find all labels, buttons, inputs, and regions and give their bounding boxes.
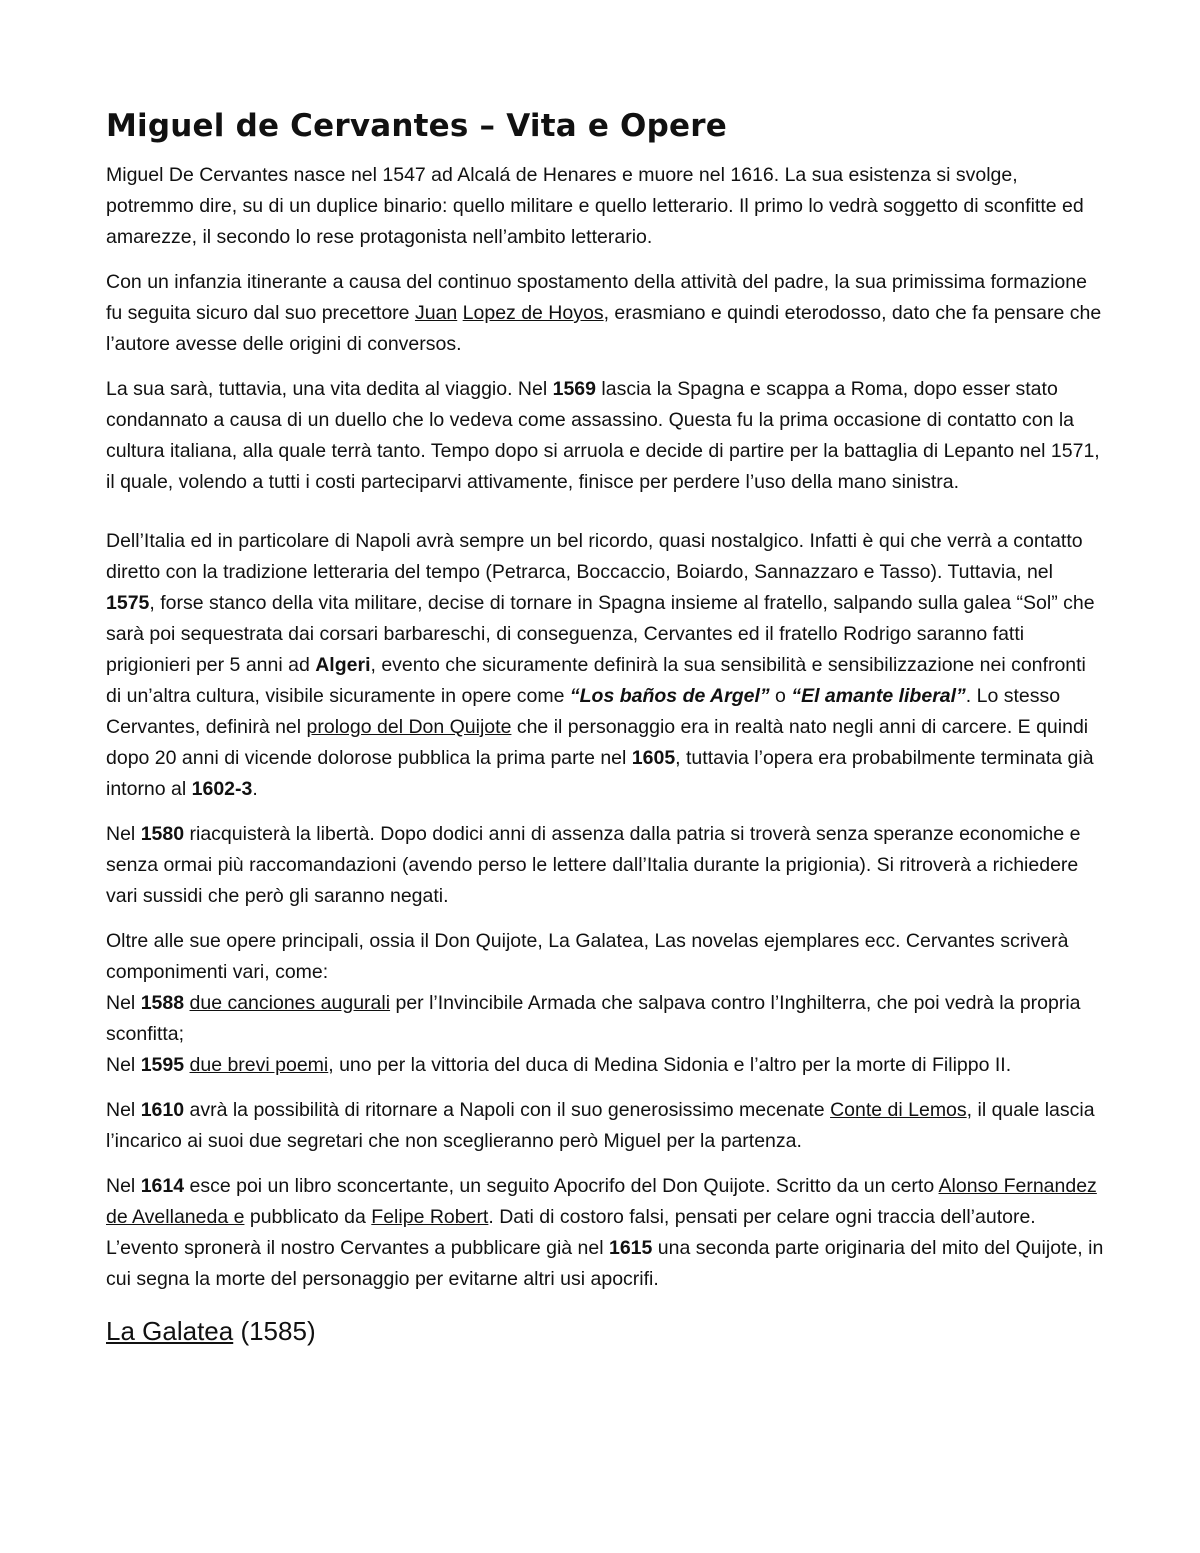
link-alonso-fernandez[interactable]: Alonso Fernandez de Avellaneda e xyxy=(106,1175,1097,1228)
document-page xyxy=(106,98,1106,1351)
paragraph-freedom: Nel 1580 riacquisterà la libertà. Dopo dodici anni di assenza dalla patria si troverà senza speranze economiche e senza ormai più raccomandazioni (avendo perso le lettere dall’Italia durante la prigionia). Si ritroverà a richiedere vari sussidi che però gli saranno negati. xyxy=(106,823,1081,907)
paragraph-apocrypha: Nel 1614 esce poi un libro sconcertante, un seguito Apocrifo del Don Quijote. Scritto da un certo Alonso Fernandez de Avellaneda e pubblicato da Felipe Robert. Dati di costoro falsi, pensati per celare ogni traccia dell’autore. L’evento spronerà il nostro Cervantes a pubblicare già nel 1615 una seconda parte originaria del mito del Quijote, in cui segna la morte del personaggio per evitarne altri usi apocrifi. xyxy=(106,1175,1104,1290)
link-felipe-robert[interactable]: Felipe Robert xyxy=(371,1206,489,1228)
paragraph-childhood: Con un infanzia itinerante a causa del continuo spostamento della attività del padre, la sua primissima formazione fu seguita sicuro dal suo precettore Juan Lopez de Hoyos, erasmiano e quindi eterodosso, dato che fa pensare che l’autore avesse delle origini di conversos. xyxy=(106,271,1102,355)
link-due-canciones[interactable]: due canciones augurali xyxy=(189,992,391,1014)
section-heading-la-galatea: La Galatea (1585) xyxy=(106,1316,316,1346)
paragraph-travel: La sua sarà, tuttavia, una vita dedita al viaggio. Nel 1569 lascia la Spagna e scappa a Roma, dopo esser stato condannato a causa di un duello che lo vedeva come assassino. Questa fu la prima occasione di contatto con la cultura italiana, alla quale terrà tanto. Tempo dopo si arruola e decide di partire per la battaglia di Lepanto nel 1571, il quale, volendo a tutti i costi parteciparvi attivamente, finisce per perdere l’uso della mano sinistra. xyxy=(106,378,1100,493)
paragraph-italy: Dell’Italia ed in particolare di Napoli avrà sempre un bel ricordo, quasi nostalgico. Infatti è qui che verrà a contatto diretto con la tradizione letteraria del tempo (Petrarca, Boccaccio, Boiardo, Sannazzaro e Tasso). Tuttavia, nel 1575, forse stanco della vita militare, decise di tornare in Spagna insieme al fratello, salpando sulla galea “Sol” che sarà poi sequestrata dai corsari barbareschi, di conseguenza, Cervantes ed il fratello Rodrigo saranno fatti prigionieri per 5 anni ad Algeri, evento che sicuramente definirà la sua sensibilità e sensibilizzazione nei confronti di un’altra cultura, visibile sicuramente in opere come “Los baños de Argel” o “El amante liberal”. Lo stesso Cervantes, definirà nel prologo del Don Quijote che il personaggio era in realtà nato negli anni di carcere. E quindi dopo 20 anni di vicende dolorose pubblica la prima parte nel 1605, tuttavia l’opera era probabilmente terminata già intorno al 1602-3. xyxy=(106,530,1095,800)
paragraph-intro: Miguel De Cervantes nasce nel 1547 ad Alcalá de Henares e muore nel 1616. La sua esistenza si svolge, potremmo dire, su di un duplice binario: quello militare e quello letterario. Il primo lo vedrà soggetto di sconfitte ed amarezze, il secondo lo rese protagonista nell’ambito letterario. xyxy=(106,164,1084,248)
link-due-brevi-poemi[interactable]: due brevi poemi xyxy=(189,1054,329,1076)
link-conte-di-lemos[interactable]: Conte di Lemos xyxy=(830,1099,967,1121)
link-juan[interactable]: Juan xyxy=(414,302,458,324)
paragraph-works: Oltre alle sue opere principali, ossia il Don Quijote, La Galatea, Las novelas ejemplares ecc. Cervantes scriverà componimenti vari, come: Nel 1588 due canciones augurali per l’Invincibile Armada che salpava contro l’Inghilterra, che poi vedrà la propria sconfitta; Nel 1595 due brevi poemi, uno per la vittoria del duca di Medina Sidonia e l’altro per la morte di Filippo II. xyxy=(106,930,1081,1076)
page-title: Miguel de Cervantes – Vita e Opere xyxy=(106,108,727,144)
link-la-galatea[interactable]: La Galatea xyxy=(106,1316,234,1346)
paragraph-naples-return: Nel 1610 avrà la possibilità di ritornare a Napoli con il suo generosissimo mecenate Conte di Lemos, il quale lascia l’incarico ai suoi due segretari che non sceglieranno però Miguel per la partenza. xyxy=(106,1099,1095,1152)
link-prologo-don-quijote[interactable]: prologo del Don Quijote xyxy=(306,716,512,738)
link-lopez-de-hoyos[interactable]: Lopez de Hoyos xyxy=(462,302,604,324)
